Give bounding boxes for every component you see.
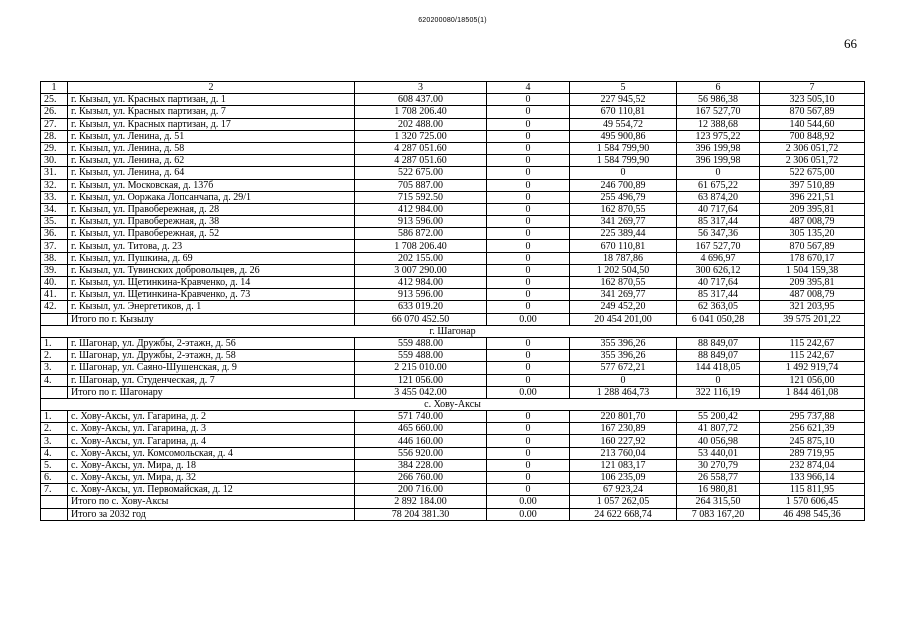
cell-col-1: 28.: [41, 130, 68, 142]
cell-col-7: 178 670,17: [760, 252, 865, 264]
table-row: [41, 179, 865, 191]
cell-col-3: 202 155.00: [355, 252, 487, 264]
cell-col-2: г. Кызыл, ул. Московская, д. 137б: [68, 179, 355, 191]
cell-col-6: 41 807,72: [677, 423, 760, 435]
cell-col-1: 2.: [41, 350, 68, 362]
cell-col-7: 39 575 201,22: [760, 313, 865, 325]
cell-col-3: 412 984.00: [355, 277, 487, 289]
cell-col-3: 465 660.00: [355, 423, 487, 435]
cell-col-5: 355 396,26: [570, 337, 677, 349]
cell-col-5: 577 672,21: [570, 362, 677, 374]
cell-col-3: 522 675.00: [355, 167, 487, 179]
cell-col-5: 160 227,92: [570, 435, 677, 447]
cell-col-7: 115 242,67: [760, 350, 865, 362]
cell-col-3: 1 320 725.00: [355, 130, 487, 142]
cell-col-2: г. Кызыл, ул. Правобережная, д. 52: [68, 228, 355, 240]
cell-col-2: с. Хову-Аксы, ул. Мира, д. 32: [68, 472, 355, 484]
table-row: [41, 252, 865, 264]
table-row: [41, 106, 865, 118]
cell-col-1: 3.: [41, 435, 68, 447]
cell-col-2: с. Хову-Аксы, ул. Гагарина, д. 3: [68, 423, 355, 435]
cell-col-7: 522 675,00: [760, 167, 865, 179]
cell-col-3: 384 228.00: [355, 459, 487, 471]
cell-col-5: 495 900,86: [570, 130, 677, 142]
cell-col-3: 3 007 290.00: [355, 264, 487, 276]
cell-col-1: 27.: [41, 118, 68, 130]
cell-col-5: 1 584 799,90: [570, 155, 677, 167]
cell-col-2: г. Кызыл, ул. Правобережная, д. 38: [68, 216, 355, 228]
cell-col-7: 46 498 545,36: [760, 508, 865, 520]
cell-col-6: 40 717,64: [677, 203, 760, 215]
cell-col-4: 0: [487, 459, 570, 471]
table-row: [41, 423, 865, 435]
table-row: [41, 167, 865, 179]
cell-col-1: 4.: [41, 374, 68, 386]
cell-col-1: 26.: [41, 106, 68, 118]
table-row: [41, 118, 865, 130]
cell-col-1: 30.: [41, 155, 68, 167]
cell-col-6: 53 440,01: [677, 447, 760, 459]
cell-col-2: г. Кызыл, ул. Энергетиков, д. 1: [68, 301, 355, 313]
cell-col-5: 1 584 799,90: [570, 142, 677, 154]
cell-col-2: г. Шагонар, ул. Саяно-Шушенская, д. 9: [68, 362, 355, 374]
cell-col-5: 0: [570, 167, 677, 179]
cell-col-1: 7.: [41, 484, 68, 496]
cell-col-3: 3 455 042.00: [355, 386, 487, 398]
table-row: [41, 94, 865, 106]
cell-col-3: 412 984.00: [355, 203, 487, 215]
cell-col-5: 227 945,52: [570, 94, 677, 106]
table-header-row: [41, 82, 865, 94]
cell-col-2: г. Кызыл, ул. Тувинских добровольцев, д. 26: [68, 264, 355, 276]
cell-col-6: 55 200,42: [677, 411, 760, 423]
cell-col-2: г. Кызыл, ул. Красных партизан, д. 17: [68, 118, 355, 130]
cell-col-5: 255 496,79: [570, 191, 677, 203]
cell-col-2: Итого по г. Шагонару: [68, 386, 355, 398]
cell-col-4: 0: [487, 472, 570, 484]
cell-col-7: 1 492 919,74: [760, 362, 865, 374]
table-row: [41, 374, 865, 386]
cell-col-7: 870 567,89: [760, 106, 865, 118]
cell-col-7: 295 737,88: [760, 411, 865, 423]
table-row: [41, 142, 865, 154]
cell-col-4: 0: [487, 411, 570, 423]
cell-col-3: 559 488.00: [355, 337, 487, 349]
cell-col-6: 61 675,22: [677, 179, 760, 191]
cell-col-6: 85 317,44: [677, 289, 760, 301]
cell-col-5: 341 269,77: [570, 216, 677, 228]
cell-col-4: 0: [487, 216, 570, 228]
table-row: [41, 216, 865, 228]
table-row: [41, 277, 865, 289]
cell-col-3: 66 070 452.50: [355, 313, 487, 325]
table-row: [41, 289, 865, 301]
cell-col-7: 232 874,04: [760, 459, 865, 471]
table-row: [41, 447, 865, 459]
cell-col-1: 25.: [41, 94, 68, 106]
column-header: 1: [41, 82, 68, 94]
cell-col-2: г. Кызыл, ул. Ленина, д. 62: [68, 155, 355, 167]
cell-col-5: 1 057 262,05: [570, 496, 677, 508]
cell-col-6: 4 696,97: [677, 252, 760, 264]
cell-col-4: 0: [487, 277, 570, 289]
cell-col-5: 220 801,70: [570, 411, 677, 423]
cell-col-2: г. Кызыл, ул. Щетинкина-Кравченко, д. 14: [68, 277, 355, 289]
cell-col-3: 202 488.00: [355, 118, 487, 130]
cell-col-6: 40 056,98: [677, 435, 760, 447]
table-row: [41, 484, 865, 496]
cell-col-4: 0.00: [487, 496, 570, 508]
total-row: [41, 508, 865, 520]
cell-col-7: 115 242,67: [760, 337, 865, 349]
cell-col-4: 0: [487, 130, 570, 142]
total-row: [41, 386, 865, 398]
cell-col-1: 6.: [41, 472, 68, 484]
cell-col-1: 5.: [41, 459, 68, 471]
cell-col-2: г. Шагонар, ул. Дружбы, 2-этажн, д. 56: [68, 337, 355, 349]
cell-col-5: 167 230,89: [570, 423, 677, 435]
cell-col-7: 133 966,14: [760, 472, 865, 484]
cell-col-6: 0: [677, 167, 760, 179]
cell-col-3: 266 760.00: [355, 472, 487, 484]
cell-col-5: 18 787,86: [570, 252, 677, 264]
cell-col-5: 121 083,17: [570, 459, 677, 471]
cell-col-5: 355 396,26: [570, 350, 677, 362]
cell-col-4: 0: [487, 423, 570, 435]
cell-col-4: 0: [487, 142, 570, 154]
cell-col-4: 0: [487, 362, 570, 374]
cell-col-2: г. Кызыл, ул. Правобережная, д. 28: [68, 203, 355, 215]
column-header: 2: [68, 82, 355, 94]
cell-col-3: 913 596.00: [355, 289, 487, 301]
cell-col-1: 1.: [41, 337, 68, 349]
cell-col-3: 571 740.00: [355, 411, 487, 423]
cell-col-7: 1 570 606,45: [760, 496, 865, 508]
cell-col-4: 0: [487, 155, 570, 167]
table-row: [41, 155, 865, 167]
cell-col-2: с. Хову-Аксы, ул. Гагарина, д. 2: [68, 411, 355, 423]
table-row: [41, 435, 865, 447]
cell-col-1: 39.: [41, 264, 68, 276]
cell-col-5: 246 700,89: [570, 179, 677, 191]
column-header: 6: [677, 82, 760, 94]
cell-col-3: 608 437.00: [355, 94, 487, 106]
cell-col-5: 213 760,04: [570, 447, 677, 459]
table-row: [41, 203, 865, 215]
cell-col-4: 0: [487, 447, 570, 459]
cell-col-5: 225 389,44: [570, 228, 677, 240]
cell-col-4: 0: [487, 374, 570, 386]
cell-col-6: 56 986,38: [677, 94, 760, 106]
cell-col-7: 140 544,60: [760, 118, 865, 130]
cell-col-3: 559 488.00: [355, 350, 487, 362]
cell-col-3: 913 596.00: [355, 216, 487, 228]
cell-col-4: 0.00: [487, 386, 570, 398]
cell-col-6: 167 527,70: [677, 106, 760, 118]
section-title: г. Шагонар: [41, 325, 865, 337]
cell-col-7: 700 848,92: [760, 130, 865, 142]
cell-col-7: 209 395,81: [760, 277, 865, 289]
cell-col-6: 396 199,98: [677, 155, 760, 167]
cell-col-6: 62 363,05: [677, 301, 760, 313]
cell-col-4: 0: [487, 350, 570, 362]
cell-col-7: 1 504 159,38: [760, 264, 865, 276]
cell-col-4: 0.00: [487, 313, 570, 325]
page-number: 66: [844, 36, 857, 51]
cell-col-1: 37.: [41, 240, 68, 252]
cell-col-1: 31.: [41, 167, 68, 179]
cell-col-7: 323 505,10: [760, 94, 865, 106]
cell-col-3: 4 287 051.60: [355, 155, 487, 167]
cell-col-6: 40 717,64: [677, 277, 760, 289]
cell-col-7: 209 395,81: [760, 203, 865, 215]
cell-col-7: 487 008,79: [760, 216, 865, 228]
cell-col-4: 0: [487, 94, 570, 106]
cell-col-6: 16 980,81: [677, 484, 760, 496]
section-heading-row: [41, 325, 865, 337]
cell-col-7: 2 306 051,72: [760, 155, 865, 167]
cell-col-5: 249 452,20: [570, 301, 677, 313]
cell-col-1: 3.: [41, 362, 68, 374]
cell-col-6: 144 418,05: [677, 362, 760, 374]
cell-col-6: 300 626,12: [677, 264, 760, 276]
cell-col-4: 0: [487, 264, 570, 276]
column-header: 7: [760, 82, 865, 94]
cell-col-6: 264 315,50: [677, 496, 760, 508]
cell-col-2: г. Кызыл, ул. Ооржака Лопсанчапа, д. 29/1: [68, 191, 355, 203]
cell-col-1: 36.: [41, 228, 68, 240]
cell-col-6: 7 083 167,20: [677, 508, 760, 520]
cell-col-2: г. Кызыл, ул. Ленина, д. 64: [68, 167, 355, 179]
cell-col-6: 0: [677, 374, 760, 386]
cell-col-2: г. Кызыл, ул. Титова, д. 23: [68, 240, 355, 252]
table-row: [41, 301, 865, 313]
cell-col-2: г. Кызыл, ул. Ленина, д. 51: [68, 130, 355, 142]
cell-col-5: 162 870,55: [570, 277, 677, 289]
cell-col-5: 67 923,24: [570, 484, 677, 496]
data-table: [40, 81, 865, 521]
cell-col-6: 88 849,07: [677, 337, 760, 349]
cell-col-2: г. Кызыл, ул. Красных партизан, д. 1: [68, 94, 355, 106]
cell-col-2: Итого по с. Хову-Аксы: [68, 496, 355, 508]
cell-col-1: 29.: [41, 142, 68, 154]
table-row: [41, 472, 865, 484]
table-row: [41, 228, 865, 240]
cell-col-1: [41, 313, 68, 325]
cell-col-4: 0: [487, 106, 570, 118]
total-row: [41, 496, 865, 508]
cell-col-2: с. Хову-Аксы, ул. Мира, д. 18: [68, 459, 355, 471]
cell-col-5: 341 269,77: [570, 289, 677, 301]
cell-col-3: 2 892 184.00: [355, 496, 487, 508]
cell-col-7: 1 844 461,08: [760, 386, 865, 398]
cell-col-6: 85 317,44: [677, 216, 760, 228]
cell-col-4: 0: [487, 301, 570, 313]
cell-col-1: 2.: [41, 423, 68, 435]
cell-col-1: 35.: [41, 216, 68, 228]
cell-col-7: 487 008,79: [760, 289, 865, 301]
cell-col-6: 88 849,07: [677, 350, 760, 362]
cell-col-2: г. Кызыл, ул. Красных партизан, д. 7: [68, 106, 355, 118]
cell-col-1: [41, 496, 68, 508]
table-row: [41, 264, 865, 276]
cell-col-6: 12 388,68: [677, 118, 760, 130]
cell-col-5: 106 235,09: [570, 472, 677, 484]
cell-col-4: 0: [487, 252, 570, 264]
cell-col-7: 115 811,95: [760, 484, 865, 496]
cell-col-3: 200 716.00: [355, 484, 487, 496]
cell-col-7: 256 621,39: [760, 423, 865, 435]
cell-col-3: 556 920.00: [355, 447, 487, 459]
table-row: [41, 411, 865, 423]
column-header: 4: [487, 82, 570, 94]
cell-col-1: 42.: [41, 301, 68, 313]
cell-col-4: 0: [487, 118, 570, 130]
cell-col-7: 870 567,89: [760, 240, 865, 252]
cell-col-1: [41, 508, 68, 520]
cell-col-6: 396 199,98: [677, 142, 760, 154]
cell-col-7: 397 510,89: [760, 179, 865, 191]
table-row: [41, 362, 865, 374]
cell-col-5: 670 110,81: [570, 240, 677, 252]
cell-col-4: 0: [487, 167, 570, 179]
total-row: [41, 313, 865, 325]
document-id: 620200080/18505(1): [418, 17, 487, 24]
cell-col-5: 1 202 504,50: [570, 264, 677, 276]
cell-col-3: 705 887.00: [355, 179, 487, 191]
cell-col-7: 289 719,95: [760, 447, 865, 459]
cell-col-5: 0: [570, 374, 677, 386]
section-heading-row: [41, 398, 865, 410]
cell-col-2: Итого за 2032 год: [68, 508, 355, 520]
cell-col-5: 49 554,72: [570, 118, 677, 130]
cell-col-1: 32.: [41, 179, 68, 191]
cell-col-6: 26 558,77: [677, 472, 760, 484]
cell-col-1: 40.: [41, 277, 68, 289]
cell-col-4: 0: [487, 191, 570, 203]
cell-col-3: 121 056.00: [355, 374, 487, 386]
cell-col-7: 2 306 051,72: [760, 142, 865, 154]
table-row: [41, 459, 865, 471]
cell-col-2: г. Кызыл, ул. Ленина, д. 58: [68, 142, 355, 154]
cell-col-3: 1 708 206.40: [355, 240, 487, 252]
cell-col-5: 162 870,55: [570, 203, 677, 215]
cell-col-4: 0: [487, 228, 570, 240]
cell-col-3: 633 019.20: [355, 301, 487, 313]
cell-col-6: 6 041 050,28: [677, 313, 760, 325]
cell-col-3: 78 204 381.30: [355, 508, 487, 520]
cell-col-2: Итого по г. Кызылу: [68, 313, 355, 325]
cell-col-6: 167 527,70: [677, 240, 760, 252]
column-header: 5: [570, 82, 677, 94]
cell-col-6: 123 975,22: [677, 130, 760, 142]
cell-col-2: г. Шагонар, ул. Дружбы, 2-этажн, д. 58: [68, 350, 355, 362]
cell-col-4: 0: [487, 240, 570, 252]
cell-col-4: 0: [487, 435, 570, 447]
table-row: [41, 350, 865, 362]
table-row: [41, 240, 865, 252]
cell-col-1: 1.: [41, 411, 68, 423]
cell-col-3: 715 592.50: [355, 191, 487, 203]
table-row: [41, 130, 865, 142]
column-header: 3: [355, 82, 487, 94]
cell-col-6: 322 116,19: [677, 386, 760, 398]
cell-col-4: 0: [487, 203, 570, 215]
cell-col-3: 1 708 206.40: [355, 106, 487, 118]
cell-col-6: 30 270,79: [677, 459, 760, 471]
cell-col-1: [41, 386, 68, 398]
cell-col-1: 34.: [41, 203, 68, 215]
cell-col-2: г. Кызыл, ул. Пушкина, д. 69: [68, 252, 355, 264]
section-title: с. Хову-Аксы: [41, 398, 865, 410]
cell-col-7: 305 135,20: [760, 228, 865, 240]
cell-col-5: 24 622 668,74: [570, 508, 677, 520]
cell-col-2: с. Хову-Аксы, ул. Первомайская, д. 12: [68, 484, 355, 496]
cell-col-7: 321 203,95: [760, 301, 865, 313]
cell-col-3: 2 215 010.00: [355, 362, 487, 374]
cell-col-4: 0: [487, 337, 570, 349]
table-row: [41, 191, 865, 203]
cell-col-1: 33.: [41, 191, 68, 203]
cell-col-4: 0.00: [487, 508, 570, 520]
cell-col-5: 1 288 464,73: [570, 386, 677, 398]
cell-col-1: 38.: [41, 252, 68, 264]
cell-col-1: 41.: [41, 289, 68, 301]
cell-col-2: г. Шагонар, ул. Студенческая, д. 7: [68, 374, 355, 386]
cell-col-7: 245 875,10: [760, 435, 865, 447]
cell-col-3: 586 872.00: [355, 228, 487, 240]
cell-col-2: с. Хову-Аксы, ул. Гагарина, д. 4: [68, 435, 355, 447]
cell-col-3: 446 160.00: [355, 435, 487, 447]
cell-col-4: 0: [487, 484, 570, 496]
cell-col-2: г. Кызыл, ул. Щетинкина-Кравченко, д. 73: [68, 289, 355, 301]
table-row: [41, 337, 865, 349]
cell-col-6: 56 347,36: [677, 228, 760, 240]
cell-col-1: 4.: [41, 447, 68, 459]
cell-col-5: 20 454 201,00: [570, 313, 677, 325]
cell-col-3: 4 287 051.60: [355, 142, 487, 154]
cell-col-7: 396 221,51: [760, 191, 865, 203]
cell-col-2: с. Хову-Аксы, ул. Комсомольская, д. 4: [68, 447, 355, 459]
cell-col-7: 121 056,00: [760, 374, 865, 386]
cell-col-5: 670 110,81: [570, 106, 677, 118]
cell-col-4: 0: [487, 289, 570, 301]
cell-col-4: 0: [487, 179, 570, 191]
cell-col-6: 63 874,20: [677, 191, 760, 203]
